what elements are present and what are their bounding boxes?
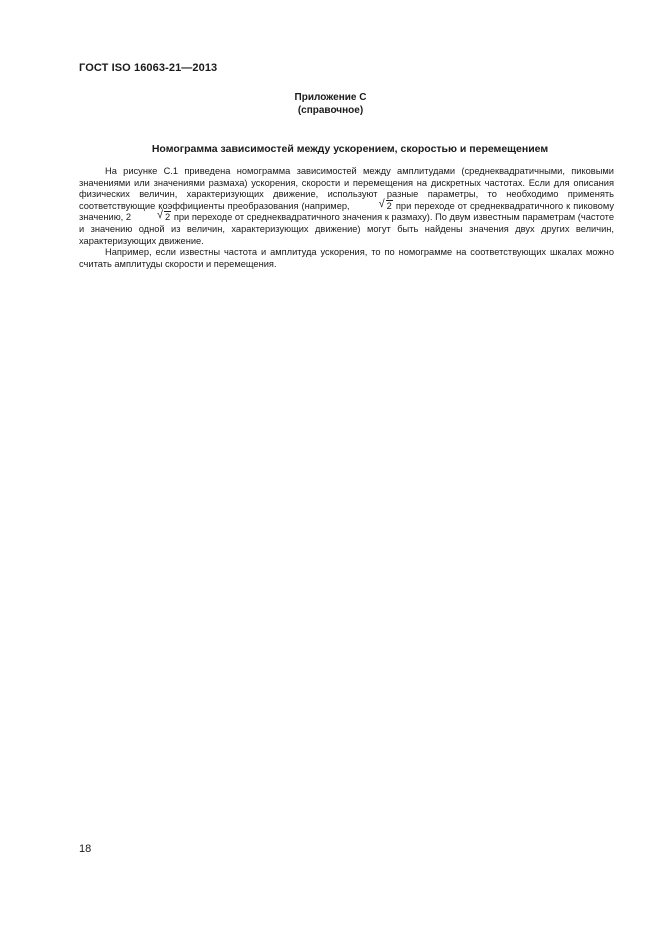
body-text <box>79 166 614 270</box>
appendix-title: Приложение С <box>294 92 367 103</box>
paragraph-1-part-1: На рисунке С.1 приведена номограмма зависимостей между амплитудами (среднеквадратичными, пиковыми значениями или значениями размаха) ускорения, скорости и перемещения на дискретных частотах. Если для описания физических величин, характеризующих движение, используют разные параметры, то необходимо применять соответствующие коэффициенты преобразования (например, <box>79 166 614 211</box>
section-title: Номограмма зависимостей между ускорением, скоростью и перемещением <box>151 143 549 155</box>
paragraph-1-part-2: при переходе от среднеквадратичного к пиковому значению, 2 <box>79 200 614 223</box>
sqrt-formula <box>131 209 171 224</box>
standard-header: ГОСТ ISO 16063-21—2013 <box>79 62 218 74</box>
paragraph-1 <box>79 166 614 247</box>
radical-sign: √ <box>157 209 164 222</box>
appendix-subtitle: (справочное) <box>297 105 364 116</box>
sqrt-argument: 2 <box>165 212 171 223</box>
sqrt-argument: 2 <box>386 200 392 211</box>
sqrt-formula <box>353 197 393 213</box>
paragraph-1-part-3: при переходе от среднеквадратичного значения к размаху). По двум известным параметрам (частоте и значению одной из величин, характеризующих движение) могут быть найдены значения двух других величин, характеризующих движение. <box>79 212 615 246</box>
radical-sign: √ <box>378 197 385 210</box>
paragraph-2: Например, если известны частота и амплитуда ускорения, то по номограмме на соответствующих шкалах можно считать амплитуды скорости и перемещения. <box>79 247 614 269</box>
page-number: 18 <box>79 843 92 855</box>
